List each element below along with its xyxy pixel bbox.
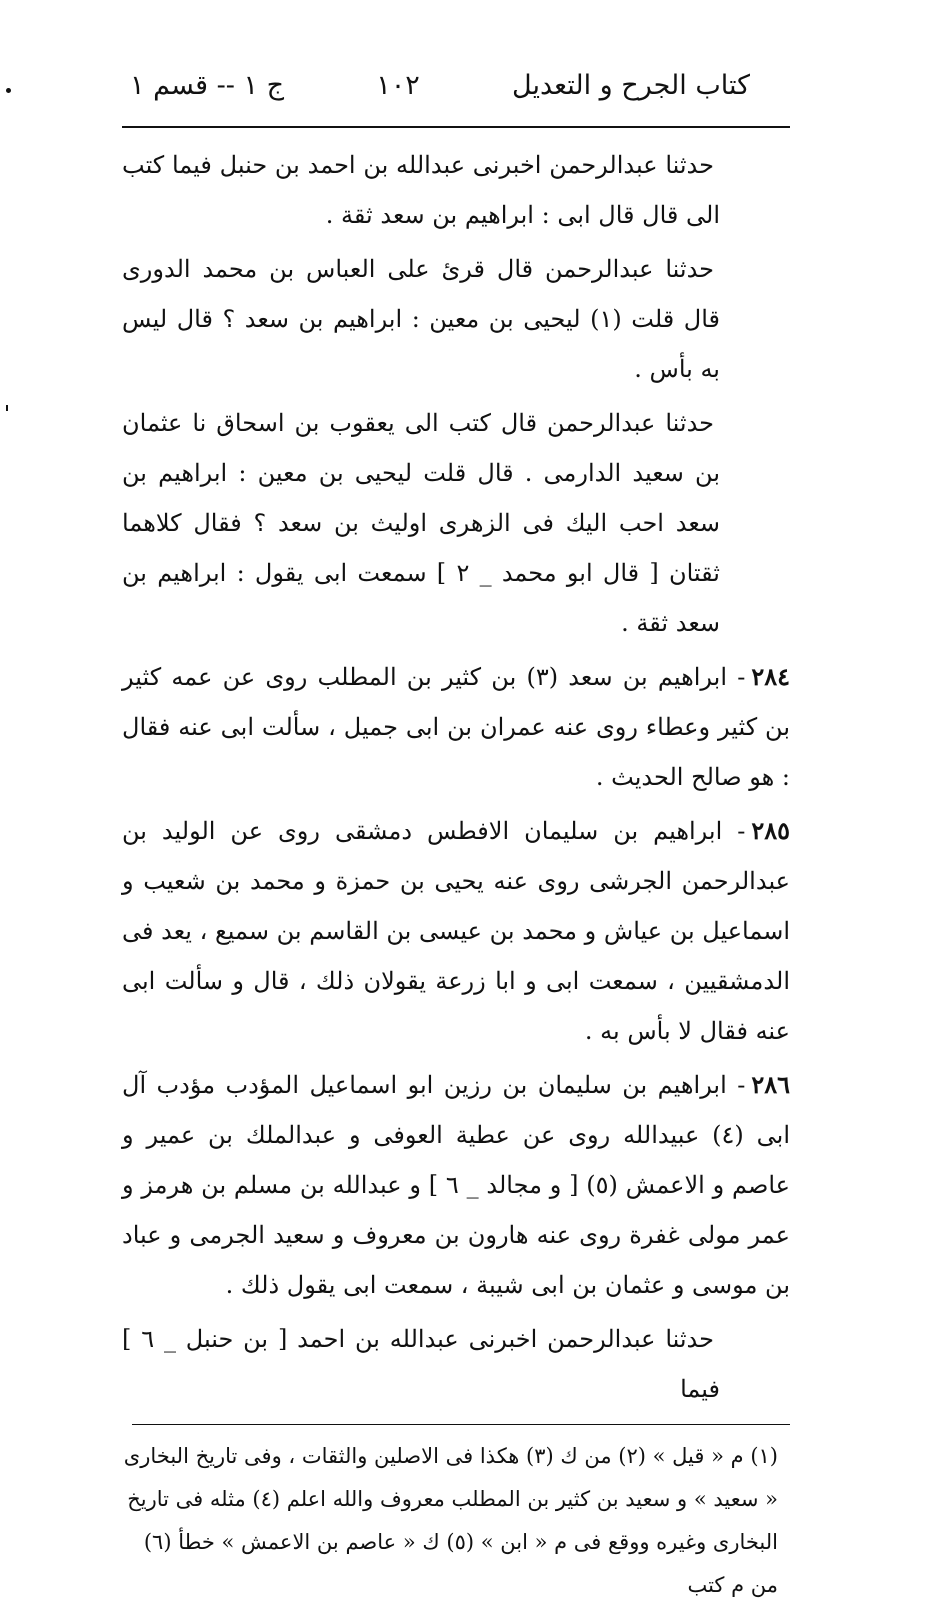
page [122,70,790,1607]
volume-section: ج ١ -- قسم ١ [130,70,285,101]
paragraph: حدثنا عبدالرحمن اخبرنى عبدالله بن احمد [ بن حنبل _ ٦ ] فيما [122,1325,720,1403]
entry-284: ٢٨٤- ابراهيم بن سعد (٣) بن كثير بن المطلب روى عن عمه كثير بن كثير وعطاء روى عنه عمران بن ابى جميل ، سألت ابى عنه فقال : هو صالح الحديث . [122,662,790,791]
page-number: ١٠٢ [376,70,420,101]
entry-285: ٢٨٥- ابراهيم بن سليمان الافطس دمشقى روى عن الوليد بن عبدالرحمن الجرشى روى عنه يحيى بن حمزة و محمد بن شعيب و اسماعيل بن عياش و محمد بن عيسى بن القاسم بن سميع ، يعد فى الدمشقيين ، سمعت ابى و ابا زرعة يقولان ذلك ، قال و سألت ابى عنه فقال لا بأس به . [122,816,791,1045]
paragraph: حدثنا عبدالرحمن اخبرنى عبدالله بن احمد بن حنبل فيما كتب الى قال قال ابى : ابراهيم بن سعد ثقة . [122,151,720,229]
running-header [122,70,790,122]
entry-number: ٢٨٤ [751,662,790,691]
margin-dot [6,88,11,93]
entry-number: ٢٨٦ [751,1070,790,1099]
footnotes: (١) م « قيل » (٢) من ك (٣) هكذا فى الاصلين والثقات ، وفى تاريخ البخارى « سعيد » و سعيد بن كثير بن المطلب معروف والله اعلم (٤) مثله فى تاريخ البخارى وغيره ووقع فى م « ابن » (٥) ك « عاصم بن الاعمش » خطأ (٦) من م كتب [123,1444,778,1597]
margin-tick [6,405,8,411]
paragraph: حدثنا عبدالرحمن قال كتب الى يعقوب بن اسحاق نا عثمان بن سعيد الدارمى . قال قلت ليحيى بن معين : ابراهيم بن سعد احب اليك فى الزهرى اوليث بن سعد ؟ فقال كلاهما ثقتان [ قال ابو محمد _ ٢ ] سمعت ابى يقول : ابراهيم بن سعد ثقة . [122,409,721,637]
footnote-rule [132,1424,790,1425]
paragraph: حدثنا عبدالرحمن قال قرئ على العباس بن محمد الدورى قال قلت (١) ليحيى بن معين : ابراهيم بن سعد ؟ قال ليس به بأس . [122,255,720,383]
entry-number: ٢٨٥ [751,816,791,845]
header-rule [122,126,790,128]
entry-286: ٢٨٦- ابراهيم بن سليمان بن رزين ابو اسماعيل المؤدب مؤدب آل ابى (٤) عبيدالله روى عن عطية العوفى و عبدالملك بن عمير و عاصم و الاعمش (٥) [ و مجالد _ ٦ ] و عبدالله بن مسلم بن هرمز و عمر مولى غفرة روى عنه هارون بن معروف و سعيد الجرمى و عباد بن موسى و عثمان بن ابى شيبة ، سمعت ابى يقول ذلك . [122,1070,791,1299]
book-title: كتاب الجرح و التعديل [512,70,750,101]
main-text [122,140,790,1414]
